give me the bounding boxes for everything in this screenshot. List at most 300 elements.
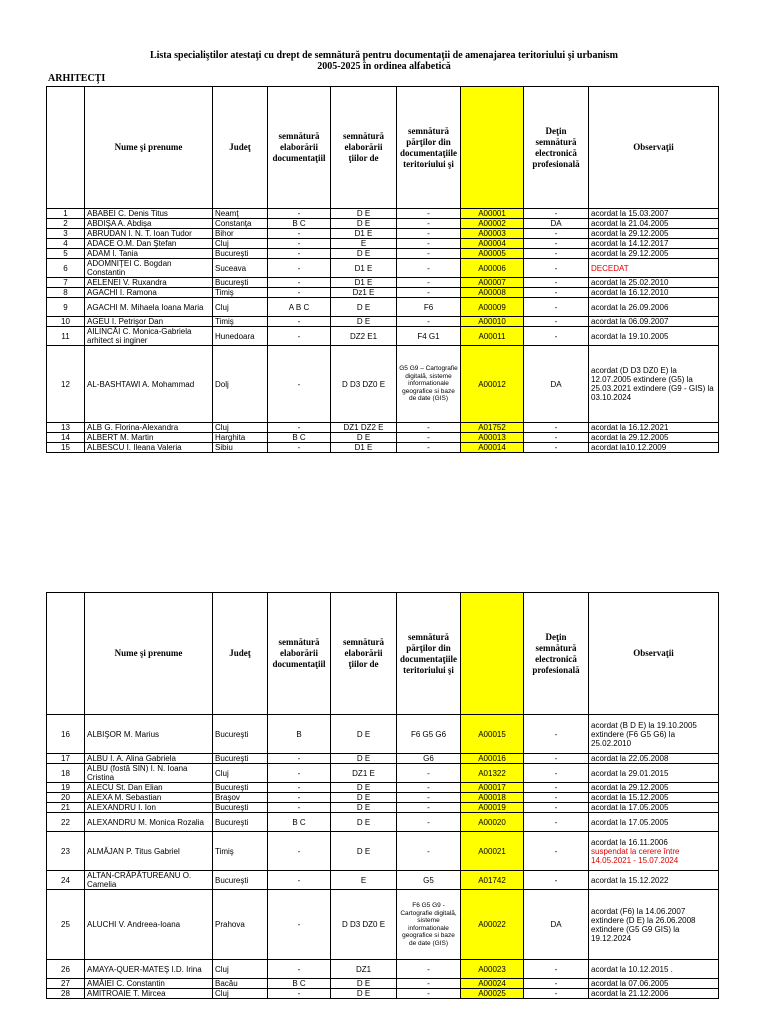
sig-elaboration-2-value: D E	[331, 317, 397, 327]
person-name: AMITROAIE T. Mircea	[85, 989, 213, 999]
sig-parts-value: -	[397, 764, 461, 783]
esig-value: -	[524, 803, 589, 813]
row-number: 14	[47, 433, 85, 443]
row-number: 10	[47, 317, 85, 327]
sig-parts-value: -	[397, 433, 461, 443]
table-row	[47, 793, 719, 803]
county: Bihor	[213, 229, 268, 239]
sig-elaboration-value: -	[268, 209, 331, 219]
esig-value: -	[524, 960, 589, 979]
sig-elaboration-value: A B C	[268, 298, 331, 317]
sig-elaboration-value: -	[268, 229, 331, 239]
sig-parts-value: F6	[397, 298, 461, 317]
sig-parts-value: -	[397, 813, 461, 832]
sig-parts-value: G5	[397, 871, 461, 890]
person-name: AGACHI M. Mihaela Ioana Maria	[85, 298, 213, 317]
person-name: ALBERT M. Martin	[85, 433, 213, 443]
table-row	[47, 803, 719, 813]
esig-value: -	[524, 443, 589, 453]
table-row	[47, 239, 719, 249]
sig-parts-value: -	[397, 783, 461, 793]
sig-elaboration-value: -	[268, 317, 331, 327]
sig-parts-value: -	[397, 443, 461, 453]
county: Harghita	[213, 433, 268, 443]
esig-value: -	[524, 259, 589, 278]
county: Bucureşti	[213, 803, 268, 813]
county: Cluj	[213, 423, 268, 433]
attestation-code: A00009	[461, 298, 524, 317]
person-name: ALBU I. A. Alina Gabriela	[85, 754, 213, 764]
attestation-code: A00020	[461, 813, 524, 832]
person-name: AGACHI I. Ramona	[85, 288, 213, 298]
sig-elaboration-value: -	[268, 346, 331, 423]
person-name: AMAYA-QUER-MATEŞ I.D. Irina	[85, 960, 213, 979]
table-row	[47, 346, 719, 423]
attestation-code: A00016	[461, 754, 524, 764]
attestation-code: A00004	[461, 239, 524, 249]
attestation-code: A00017	[461, 783, 524, 793]
attestation-code: A00012	[461, 346, 524, 423]
header-county: Judeţ	[213, 87, 268, 209]
row-number: 1	[47, 209, 85, 219]
county: Timiş	[213, 317, 268, 327]
sig-elaboration-value: -	[268, 327, 331, 346]
sig-elaboration-2-value: E	[331, 871, 397, 890]
attestation-code: A00003	[461, 229, 524, 239]
row-number: 19	[47, 783, 85, 793]
sig-elaboration-value: -	[268, 443, 331, 453]
sig-parts-value: -	[397, 249, 461, 259]
observation: acordat la 15.12.2005	[589, 793, 719, 803]
county: Timiş	[213, 288, 268, 298]
observation: acordat la 17.05.2005	[589, 813, 719, 832]
header-code	[461, 87, 524, 209]
document-title-line-1: Lista specialiştilor atestaţi cu drept de semnătură pentru documentaţii de amenajarea teritoriului şi urbanism	[149, 50, 619, 61]
observation: acordat la 29.12.2005	[589, 783, 719, 793]
sig-elaboration-value: -	[268, 803, 331, 813]
sig-elaboration-value: -	[268, 793, 331, 803]
sig-elaboration-value: B C	[268, 813, 331, 832]
person-name: ALBESCU I. Ileana Valeria	[85, 443, 213, 453]
person-name: ABABEI C. Denis Titus	[85, 209, 213, 219]
sig-elaboration-value: -	[268, 764, 331, 783]
sig-elaboration-value: -	[268, 249, 331, 259]
sig-elaboration-2-value: D E	[331, 832, 397, 871]
section-heading: ARHITECŢI	[48, 73, 106, 84]
table-row	[47, 715, 719, 754]
row-number: 13	[47, 423, 85, 433]
person-name: ALECU St. Dan Elian	[85, 783, 213, 793]
row-number: 8	[47, 288, 85, 298]
observation: acordat la 19.10.2005	[589, 327, 719, 346]
person-name: ALTAN-CRĂPĂTUREANU O. Camelia	[85, 871, 213, 890]
person-name: ADACE O.M. Dan Ştefan	[85, 239, 213, 249]
table-row	[47, 229, 719, 239]
attestation-code: A00019	[461, 803, 524, 813]
table-row	[47, 832, 719, 871]
person-name: AL-BASHTAWI A. Mohammad	[85, 346, 213, 423]
row-number: 2	[47, 219, 85, 229]
attestation-code: A00023	[461, 960, 524, 979]
person-name: AMĂIEI C. Constantin	[85, 979, 213, 989]
sig-elaboration-2-value: D D3 DZ0 E	[331, 346, 397, 423]
sig-elaboration-2-value: D E	[331, 989, 397, 999]
person-name: ADAM I. Tania	[85, 249, 213, 259]
sig-parts-value: -	[397, 803, 461, 813]
county: Prahova	[213, 890, 268, 960]
county: Bucureşti	[213, 754, 268, 764]
sig-parts-value: G6	[397, 754, 461, 764]
esig-value: -	[524, 989, 589, 999]
sig-elaboration-value: -	[268, 239, 331, 249]
table-row	[47, 209, 719, 219]
esig-value: -	[524, 288, 589, 298]
header-name: Nume şi prenume	[85, 593, 213, 715]
attestation-code: A00002	[461, 219, 524, 229]
sig-elaboration-2-value: D E	[331, 979, 397, 989]
esig-value: DA	[524, 346, 589, 423]
observation: acordat la 14.12.2017	[589, 239, 719, 249]
sig-parts-value: F6 G5 G6	[397, 715, 461, 754]
person-name: ALBIŞOR M. Marius	[85, 715, 213, 754]
observation: acordat la 15.03.2007	[589, 209, 719, 219]
row-number: 21	[47, 803, 85, 813]
attestation-code: A00024	[461, 979, 524, 989]
observation: acordat (D D3 DZ0 E) la 12.07.2005 extindere (G5) la 25.03.2021 extindere (G9 - GIS) la 03.10.2024	[589, 346, 719, 423]
table-row	[47, 298, 719, 317]
sig-parts-value: -	[397, 288, 461, 298]
attestation-code: A00006	[461, 259, 524, 278]
county: Bucureşti	[213, 813, 268, 832]
sig-parts-value: F6 G5 G9 - Cartografie digitală, sisteme informationale geografice si baze de date (GIS)	[397, 890, 461, 960]
county: Sibiu	[213, 443, 268, 453]
sig-elaboration-2-value: DZ1	[331, 960, 397, 979]
row-number: 11	[47, 327, 85, 346]
attestation-code: A00013	[461, 433, 524, 443]
sig-elaboration-2-value: D E	[331, 249, 397, 259]
sig-elaboration-2-value: D E	[331, 298, 397, 317]
row-number: 27	[47, 979, 85, 989]
county: Cluj	[213, 764, 268, 783]
observation: acordat la 29.12.2005	[589, 433, 719, 443]
header-code	[461, 593, 524, 715]
row-number: 24	[47, 871, 85, 890]
sig-parts-value: -	[397, 278, 461, 288]
sig-elaboration-value: -	[268, 259, 331, 278]
observation: acordat la 29.01.2015	[589, 764, 719, 783]
table-row	[47, 890, 719, 960]
table-row	[47, 423, 719, 433]
sig-elaboration-value: -	[268, 832, 331, 871]
table-header-row	[47, 593, 719, 715]
sig-elaboration-2-value: D E	[331, 793, 397, 803]
attestation-code: A00011	[461, 327, 524, 346]
row-number: 4	[47, 239, 85, 249]
esig-value: -	[524, 327, 589, 346]
table-header-row	[47, 87, 719, 209]
observation: DECEDAT	[589, 259, 719, 278]
sig-elaboration-2-value: DZ1 DZ2 E	[331, 423, 397, 433]
observation: acordat la 29.12.2005	[589, 249, 719, 259]
county: Bacău	[213, 979, 268, 989]
sig-parts-value: G5 G9 – Cartografie digitală, sisteme informationale geografice si baze de date (GIS)	[397, 346, 461, 423]
sig-elaboration-value: -	[268, 754, 331, 764]
attestation-code: A00022	[461, 890, 524, 960]
observation: acordat la 21.12.2006	[589, 989, 719, 999]
person-name: AGEU I. Petrişor Dan	[85, 317, 213, 327]
observation: acordat (F6) la 14.06.2007 extindere (D E) la 26.06.2008 extindere (G5 G9 GIS) la 19.12.2024	[589, 890, 719, 960]
county: Bucureşti	[213, 783, 268, 793]
esig-value: -	[524, 715, 589, 754]
sig-elaboration-2-value: D1 E	[331, 259, 397, 278]
table-row	[47, 259, 719, 278]
person-name: AELENEI V. Ruxandra	[85, 278, 213, 288]
sig-parts-value: -	[397, 317, 461, 327]
header-esig: Deţin semnătură electronică profesională	[524, 593, 589, 715]
table-row	[47, 288, 719, 298]
attestation-code: A00010	[461, 317, 524, 327]
sig-elaboration-value: -	[268, 288, 331, 298]
table-row	[47, 443, 719, 453]
sig-elaboration-2-value: D E	[331, 803, 397, 813]
table-row	[47, 249, 719, 259]
document-title-line-2: 2005-2025 în ordinea alfabetică	[317, 61, 451, 72]
table-row	[47, 327, 719, 346]
sig-elaboration-2-value: D E	[331, 783, 397, 793]
sig-elaboration-value: -	[268, 423, 331, 433]
person-name: ABDIŞA A. Abdişa	[85, 219, 213, 229]
attestation-code: A01752	[461, 423, 524, 433]
table-row	[47, 989, 719, 999]
sig-parts-value: -	[397, 239, 461, 249]
table-row	[47, 754, 719, 764]
county: Timiş	[213, 832, 268, 871]
esig-value: -	[524, 298, 589, 317]
sig-elaboration-2-value: D E	[331, 209, 397, 219]
esig-value: -	[524, 229, 589, 239]
county: Cluj	[213, 989, 268, 999]
table-row	[47, 813, 719, 832]
county: Hunedoara	[213, 327, 268, 346]
esig-value: -	[524, 423, 589, 433]
specialists-table-1	[46, 86, 719, 453]
county: Suceava	[213, 259, 268, 278]
sig-elaboration-2-value: D E	[331, 715, 397, 754]
sig-parts-value: -	[397, 832, 461, 871]
row-number: 16	[47, 715, 85, 754]
table-row	[47, 433, 719, 443]
attestation-code: A00007	[461, 278, 524, 288]
observation: acordat la 22.05.2008	[589, 754, 719, 764]
header-name: Nume şi prenume	[85, 87, 213, 209]
county: Dolj	[213, 346, 268, 423]
sig-parts-value: -	[397, 219, 461, 229]
esig-value: -	[524, 813, 589, 832]
observation: acordat la 25.02.2010	[589, 278, 719, 288]
attestation-code: A00015	[461, 715, 524, 754]
observation: acordat la 16.12.2021	[589, 423, 719, 433]
observation: acordat la 17.05.2005	[589, 803, 719, 813]
observation: acordat la 21.04.2005	[589, 219, 719, 229]
header-sig-elaboration-2: semnătură elaborării ţiilor de	[331, 593, 397, 715]
sig-elaboration-2-value: D E	[331, 754, 397, 764]
esig-value: -	[524, 754, 589, 764]
table-row	[47, 764, 719, 783]
sig-elaboration-2-value: D E	[331, 813, 397, 832]
table-row	[47, 317, 719, 327]
attestation-code: A00018	[461, 793, 524, 803]
county: Bucureşti	[213, 249, 268, 259]
person-name: ALUCHI V. Andreea-Ioana	[85, 890, 213, 960]
sig-parts-value: F4 G1	[397, 327, 461, 346]
sig-parts-value: -	[397, 989, 461, 999]
esig-value: -	[524, 239, 589, 249]
attestation-code: A00008	[461, 288, 524, 298]
row-number: 6	[47, 259, 85, 278]
sig-parts-value: -	[397, 960, 461, 979]
row-number: 22	[47, 813, 85, 832]
row-number: 20	[47, 793, 85, 803]
sig-elaboration-value: -	[268, 783, 331, 793]
attestation-code: A01322	[461, 764, 524, 783]
row-number: 15	[47, 443, 85, 453]
table-row	[47, 783, 719, 793]
attestation-code: A00005	[461, 249, 524, 259]
sig-elaboration-value: B C	[268, 979, 331, 989]
sig-parts-value: -	[397, 229, 461, 239]
sig-elaboration-2-value: D D3 DZ0 E	[331, 890, 397, 960]
esig-value: -	[524, 979, 589, 989]
sig-elaboration-value: -	[268, 960, 331, 979]
sig-parts-value: -	[397, 979, 461, 989]
county: Bucureşti	[213, 715, 268, 754]
sig-elaboration-2-value: D E	[331, 219, 397, 229]
county: Bucureşti	[213, 278, 268, 288]
table-row	[47, 979, 719, 989]
sig-elaboration-value: B C	[268, 433, 331, 443]
sig-elaboration-2-value: DZ1 E	[331, 764, 397, 783]
person-name: ADOMNIŢEI C. Bogdan Constantin	[85, 259, 213, 278]
sig-elaboration-value: -	[268, 989, 331, 999]
observation: acordat la 26.09.2006	[589, 298, 719, 317]
header-sig-elaboration-2: semnătură elaborării ţiilor de	[331, 87, 397, 209]
esig-value: -	[524, 783, 589, 793]
observation-text: acordat la 16.11.2006	[591, 837, 668, 847]
sig-elaboration-value: -	[268, 890, 331, 960]
observation: acordat la 06.09.2007	[589, 317, 719, 327]
specialists-table-2	[46, 592, 719, 999]
person-name: AILINCĂI C. Monica-Gabriela arhitect si inginer	[85, 327, 213, 346]
header-sig-elaboration: semnătură elaborării documentaţiil	[268, 87, 331, 209]
row-number: 5	[47, 249, 85, 259]
county: Neamţ	[213, 209, 268, 219]
header-observations: Observaţii	[589, 87, 719, 209]
table-row	[47, 219, 719, 229]
attestation-code: A00025	[461, 989, 524, 999]
sig-elaboration-2-value: D E	[331, 433, 397, 443]
row-number: 12	[47, 346, 85, 423]
county: Cluj	[213, 960, 268, 979]
attestation-code: A01742	[461, 871, 524, 890]
row-number: 23	[47, 832, 85, 871]
esig-value: -	[524, 278, 589, 288]
esig-value: -	[524, 433, 589, 443]
person-name: ALB G. Florina-Alexandra	[85, 423, 213, 433]
esig-value: -	[524, 249, 589, 259]
sig-parts-value: -	[397, 793, 461, 803]
sig-elaboration-value: -	[268, 871, 331, 890]
observation: acordat la 10.12.2015 .	[589, 960, 719, 979]
sig-elaboration-2-value: E	[331, 239, 397, 249]
county: Cluj	[213, 239, 268, 249]
row-number: 17	[47, 754, 85, 764]
sig-elaboration-value: B C	[268, 219, 331, 229]
row-number: 26	[47, 960, 85, 979]
county: Constanţa	[213, 219, 268, 229]
observation: acordat (B D E) la 19.10.2005 extindere (F6 G5 G6) la 25.02.2010	[589, 715, 719, 754]
esig-value: DA	[524, 219, 589, 229]
esig-value: -	[524, 209, 589, 219]
sig-elaboration-2-value: D1 E	[331, 229, 397, 239]
county: Braşov	[213, 793, 268, 803]
table-row	[47, 960, 719, 979]
observation: acordat la10.12.2009	[589, 443, 719, 453]
esig-value: -	[524, 871, 589, 890]
person-name: ALBU (fostă SIN) I. N. Ioana Cristina	[85, 764, 213, 783]
header-sig-elaboration: semnătură elaborării documentaţiil	[268, 593, 331, 715]
observation: acordat la 16.12.2010	[589, 288, 719, 298]
row-number: 7	[47, 278, 85, 288]
sig-parts-value: -	[397, 259, 461, 278]
header-county: Judeţ	[213, 593, 268, 715]
header-observations: Observaţii	[589, 593, 719, 715]
header-nr	[47, 87, 85, 209]
row-number: 25	[47, 890, 85, 960]
row-number: 28	[47, 989, 85, 999]
esig-value: -	[524, 793, 589, 803]
esig-value: -	[524, 317, 589, 327]
header-sig-parts: semnătură părţilor din documentaţiile teritoriului şi	[397, 87, 461, 209]
observation: acordat la 07.06.2005	[589, 979, 719, 989]
person-name: ALEXANDRU I. Ion	[85, 803, 213, 813]
observation: acordat la 15.12.2022	[589, 871, 719, 890]
person-name: ALEXANDRU M. Monica Rozalia	[85, 813, 213, 832]
table-row	[47, 871, 719, 890]
sig-elaboration-2-value: DZ2 E1	[331, 327, 397, 346]
row-number: 3	[47, 229, 85, 239]
observation	[589, 832, 719, 871]
county: Bucureşti	[213, 871, 268, 890]
person-name: ABRUDAN I. N. T. Ioan Tudor	[85, 229, 213, 239]
row-number: 9	[47, 298, 85, 317]
attestation-code: A00014	[461, 443, 524, 453]
suspension-note: suspendat la cerere între 14.05.2021 - 15.07.2024	[591, 846, 680, 865]
header-esig: Deţin semnătură electronică profesională	[524, 87, 589, 209]
attestation-code: A00021	[461, 832, 524, 871]
person-name: ALMĂJAN P. Titus Gabriel	[85, 832, 213, 871]
esig-value: -	[524, 832, 589, 871]
header-nr	[47, 593, 85, 715]
header-sig-parts: semnătură părţilor din documentaţiile teritoriului şi	[397, 593, 461, 715]
sig-parts-value: -	[397, 209, 461, 219]
sig-elaboration-2-value: D1 E	[331, 443, 397, 453]
sig-elaboration-2-value: Dz1 E	[331, 288, 397, 298]
sig-elaboration-value: -	[268, 278, 331, 288]
observation: acordat la 29.12.2005	[589, 229, 719, 239]
table-row	[47, 278, 719, 288]
person-name: ALEXA M. Sebastian	[85, 793, 213, 803]
county: Cluj	[213, 298, 268, 317]
